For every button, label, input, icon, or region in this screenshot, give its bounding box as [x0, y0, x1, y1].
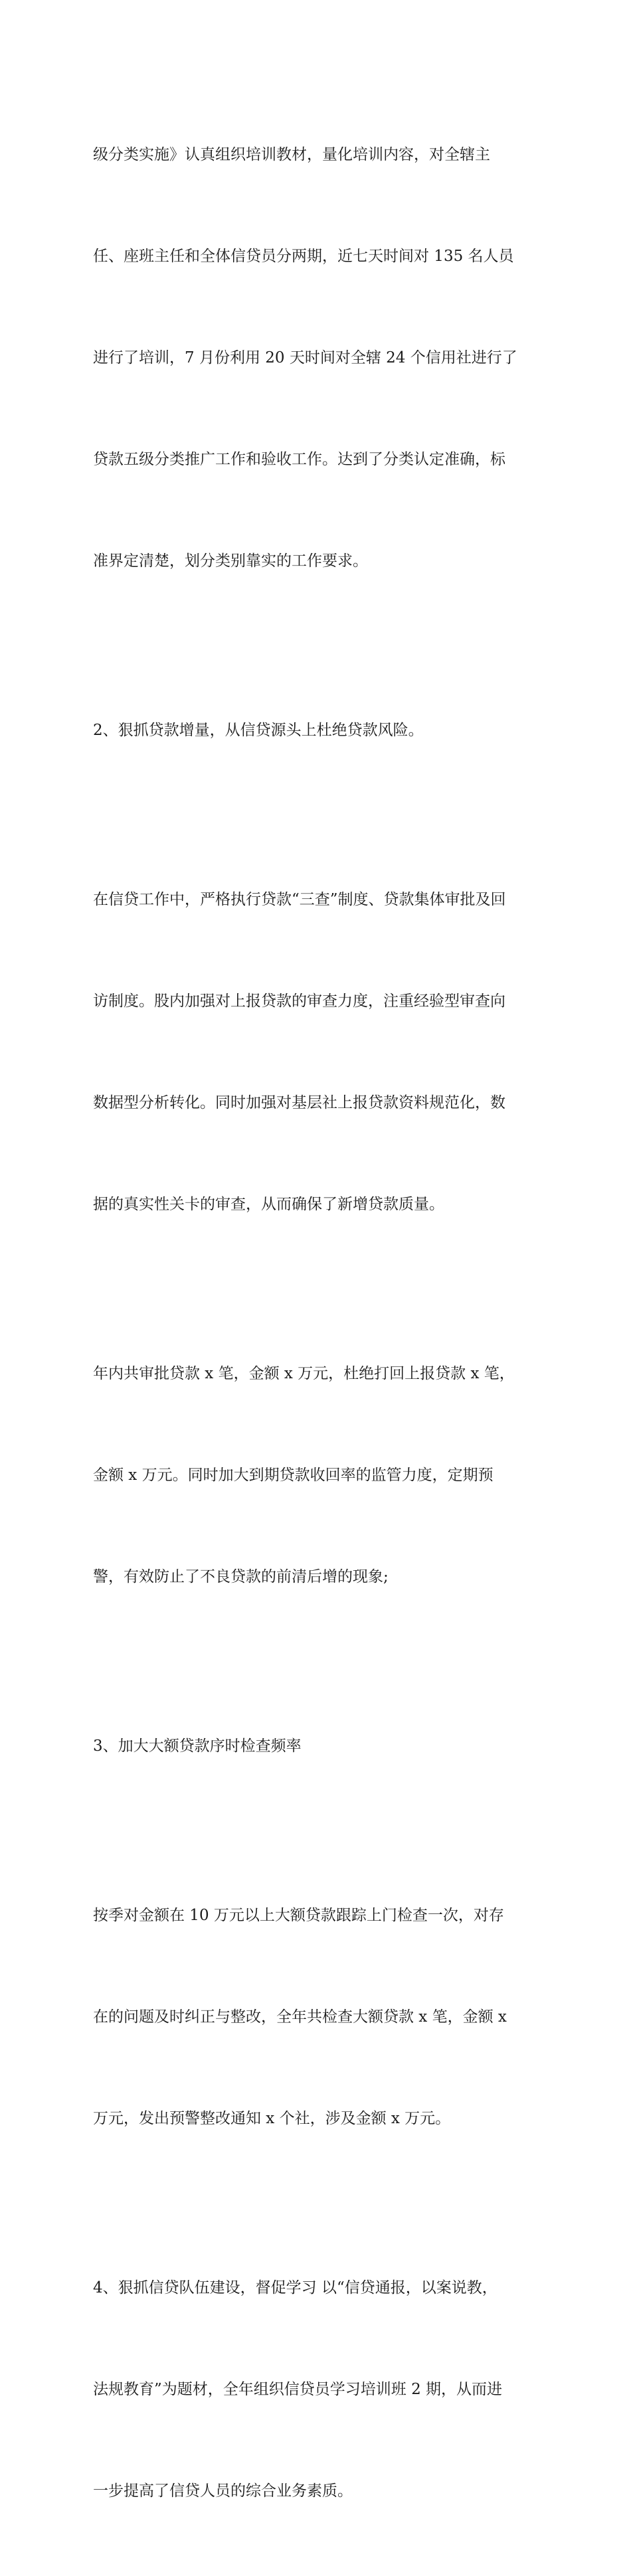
text-line: 按季对金额在 10 万元以上大额贷款跟踪上门检查一次，对存 [93, 1907, 504, 1924]
text-line: 警，有效防止了不良贷款的前清后增的现象; [93, 1568, 389, 1585]
paragraph-credit-review [93, 815, 545, 1289]
text-line: 金额 x 万元。同时加大到期贷款收回率的监管力度，定期预 [93, 1467, 494, 1484]
paragraph-loan-approval-stats [93, 1289, 545, 1662]
heading-item-3 [93, 1662, 545, 1831]
paragraph-large-loan-inspection [93, 1831, 545, 2204]
text-line: 进行了培训，7 月份利用 20 天时间对全辖 24 个信用社进行了 [93, 349, 517, 366]
paragraph-classification-training [93, 70, 545, 646]
section-heading: 2、狠抓贷款增量，从信贷源头上杜绝贷款风险。 [93, 722, 424, 739]
text-line: 法规教育”为题材，全年组织信贷员学习培训班 2 期，从而进 [93, 2381, 503, 2398]
text-line: 4、狠抓信贷队伍建设，督促学习 以“信贷通报，以案说教， [93, 2279, 497, 2296]
text-line: 一步提高了信贷人员的综合业务素质。 [93, 2482, 353, 2500]
document-body [93, 70, 545, 2576]
text-line: 级分类实施》认真组织培训教材，量化培训内容，对全辖主 [93, 146, 490, 163]
text-line: 据的真实性关卡的审查，从而确保了新增贷款质量。 [93, 1196, 444, 1213]
text-line: 数据型分析转化。同时加强对基层社上报贷款资料规范化，数 [93, 1094, 505, 1111]
text-line: 任、座班主任和全体信贷员分两期，近七天时间对 135 名人员 [93, 248, 514, 265]
text-line: 年内共审批贷款 x 笔，金额 x 万元，杜绝打回上报贷款 x 笔， [93, 1365, 515, 1382]
text-line: 在的问题及时纠正与整改，全年共检查大额贷款 x 笔，金额 x [93, 2008, 507, 2026]
heading-item-2 [93, 646, 545, 815]
text-line: 在信贷工作中，严格执行贷款“三查”制度、贷款集体审批及回 [93, 891, 506, 908]
text-line: 访制度。股内加强对上报贷款的审查力度，注重经验型审查向 [93, 993, 505, 1010]
text-line: 万元，发出预警整改通知 x 个社，涉及金额 x 万元。 [93, 2110, 451, 2127]
text-line: 准界定清楚，划分类别靠实的工作要求。 [93, 552, 368, 570]
text-line: 贷款五级分类推广工作和验收工作。达到了分类认定准确，标 [93, 451, 505, 468]
paragraph-team-building [93, 2204, 545, 2576]
section-heading: 3、加大大额贷款序时检查频率 [93, 1737, 302, 1755]
